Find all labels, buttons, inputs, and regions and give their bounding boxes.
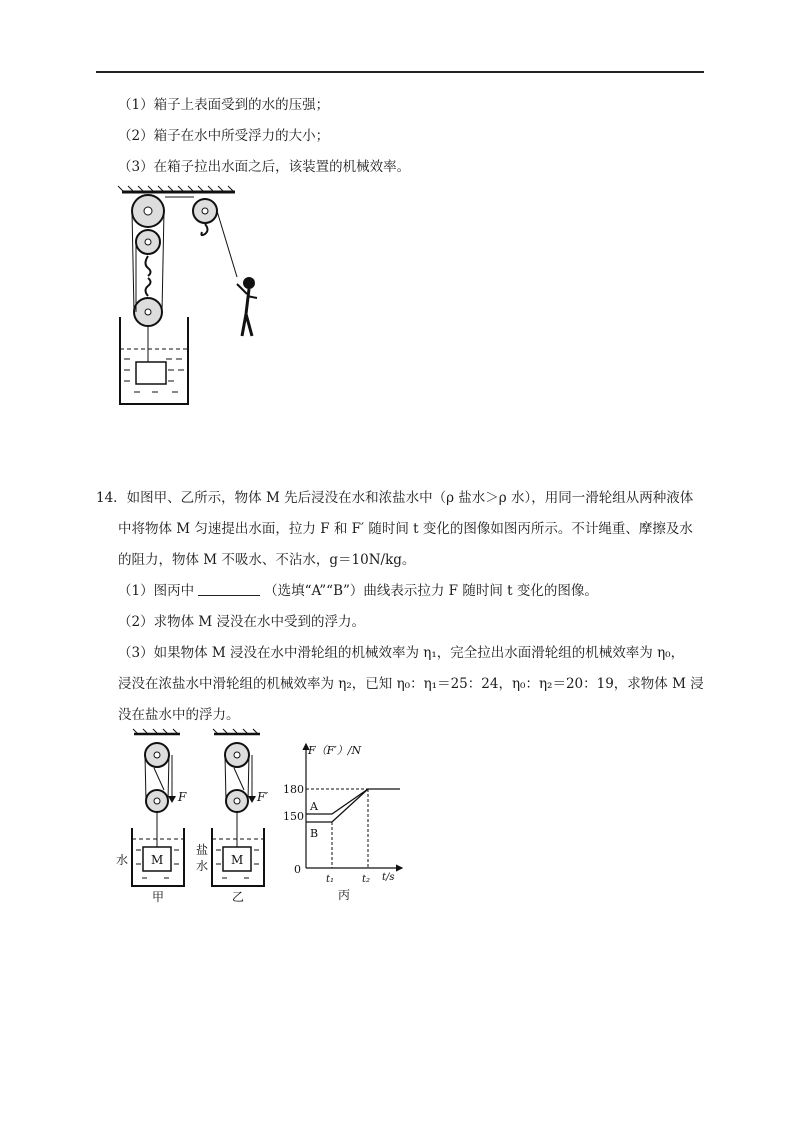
y-axis-label: F（F′）/N (308, 744, 362, 757)
prev-question-1: （1）箱子上表面受到的水的压强； (118, 97, 330, 113)
problem-14-question-1 (118, 582, 598, 600)
curve-label-a: A (310, 800, 318, 813)
origin-label: 0 (294, 863, 301, 876)
answer-blank (198, 583, 260, 596)
block-m-label: M (231, 853, 244, 867)
water-label: 水 (116, 853, 129, 867)
pulley-box-figure (110, 184, 280, 414)
y-tick-150: 150 (283, 810, 304, 823)
figure-bing-graph (282, 734, 412, 904)
force-label-f: F (178, 790, 187, 804)
figure-yi (192, 728, 282, 903)
x-tick-t1: t₁ (326, 874, 335, 885)
problem-14-line-3: 的阻力，物体 M 不吸水、不沾水，g＝10N/kg。 (118, 552, 416, 568)
prev-question-3: （3）在箱子拉出水面之后，该装置的机械效率。 (118, 159, 411, 175)
problem-14-question-2: （2）求物体 M 浸没在水中受到的浮力。 (118, 614, 365, 630)
x-tick-t2: t₂ (362, 874, 371, 885)
salt-label: 盐 (196, 843, 209, 857)
problem-14-line-1: 14．如图甲、乙所示，物体 M 先后浸没在水和浓盐水中（ρ 盐水＞ρ 水），用同一滑轮组从两种液体 (96, 490, 694, 506)
problem-14-question-3-line-3: 没在盐水中的浮力。 (118, 707, 240, 723)
force-label-f-prime: F′ (257, 790, 269, 804)
y-tick-180: 180 (283, 783, 304, 796)
question-1-suffix: （选填“A”“B”）曲线表示拉力 F 随时间 t 变化的图像。 (264, 583, 598, 599)
block-m-label: M (151, 853, 164, 867)
figure-jia (112, 728, 202, 903)
question-1-prefix: （1）图丙中 (118, 583, 195, 599)
curve-a (306, 789, 400, 814)
problem-14-question-3-line-1: （3）如果物体 M 浸没在水中滑轮组的机械效率为 η₁，完全拉出水面滑轮组的机械效率为 η₀， (118, 645, 685, 661)
caption-jia: 甲 (152, 890, 165, 903)
prev-question-2: （2）箱子在水中所受浮力的大小； (118, 128, 330, 144)
page-top-rule (96, 71, 704, 73)
water-label: 水 (196, 859, 209, 873)
curve-label-b: B (310, 827, 319, 840)
problem-14-line-2: 中将物体 M 匀速提出水面，拉力 F 和 F′ 随时间 t 变化的图像如图丙所示。不计绳重、摩擦及水 (118, 521, 693, 537)
caption-bing: 丙 (338, 888, 351, 902)
caption-yi: 乙 (232, 890, 245, 903)
x-axis-label: t/s (382, 872, 395, 883)
problem-14-question-3-line-2: 浸没在浓盐水中滑轮组的机械效率为 η₂，已知 η₀：η₁＝25：24，η₀：η₂＝20：19，求物体 M 浸 (118, 676, 704, 692)
